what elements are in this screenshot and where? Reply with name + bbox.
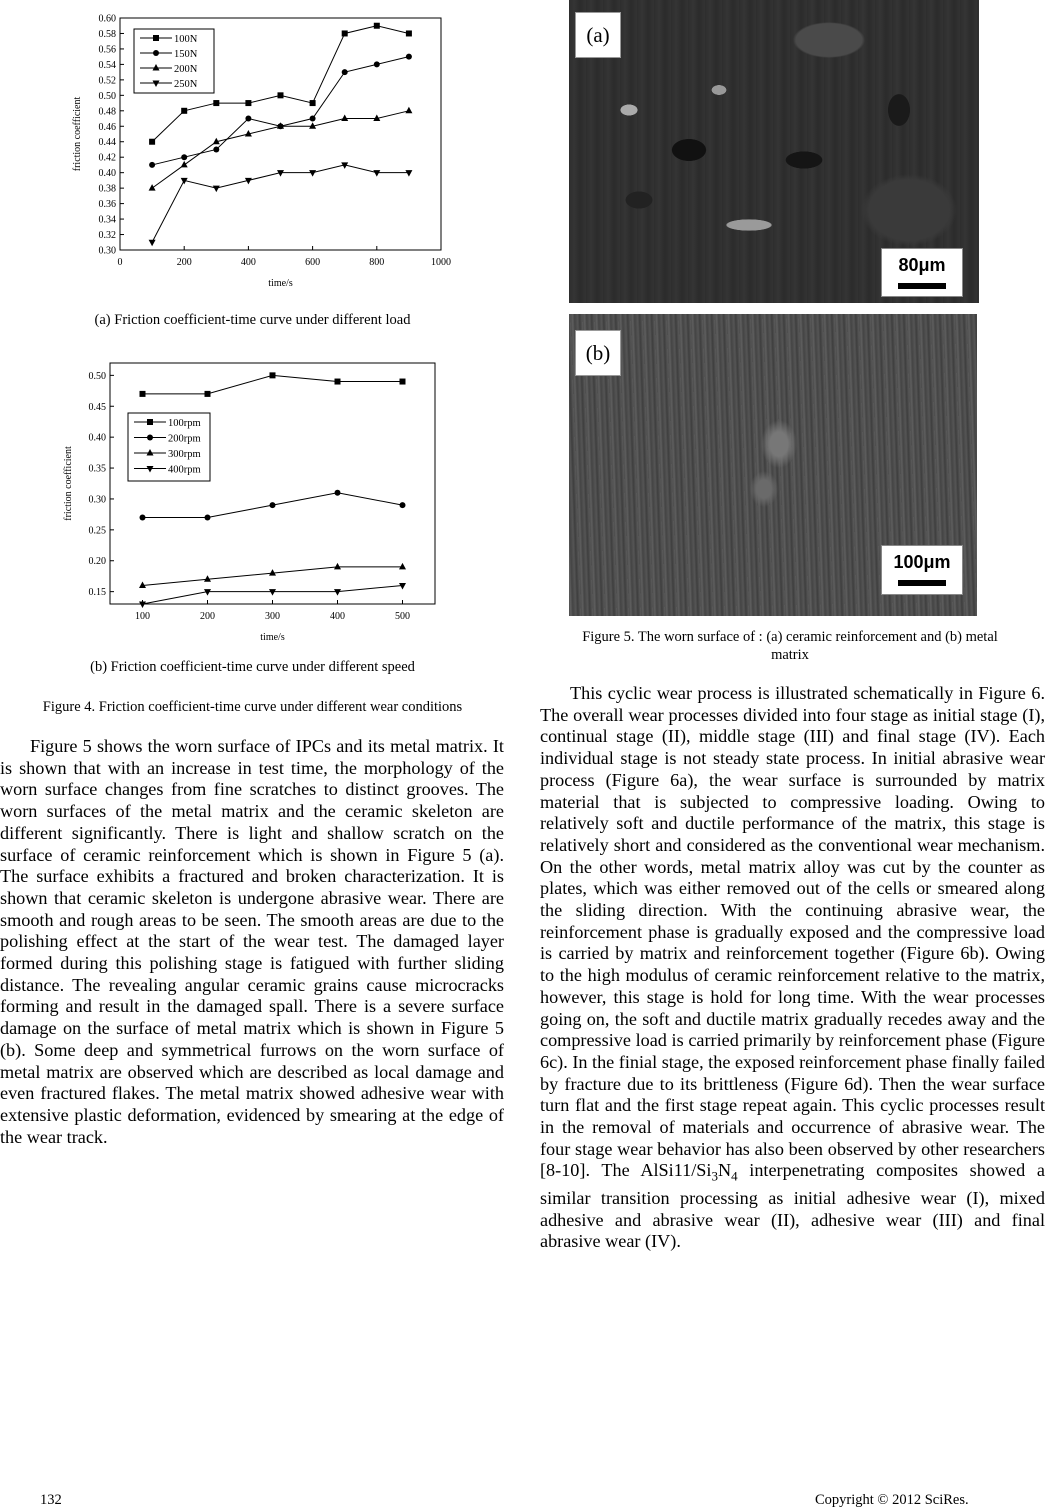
legend-label: 150N <box>174 49 198 60</box>
x-tick-label: 400 <box>240 257 256 268</box>
data-point-150N <box>213 146 219 152</box>
y-tick-label: 0.45 <box>88 401 106 413</box>
x-axis-label: time/s <box>268 278 293 289</box>
data-point-200rpm <box>205 514 211 520</box>
data-point-100rpm <box>270 372 276 378</box>
figure-5-caption-line-2: matrix <box>771 647 809 663</box>
y-tick-label: 0.15 <box>88 587 106 599</box>
y-tick-label: 0.34 <box>98 214 116 226</box>
scale-label-80um: 80μm <box>898 255 946 275</box>
image-b-label: (b) <box>575 330 621 376</box>
data-point-200N <box>405 107 412 114</box>
data-point-250N <box>149 240 156 247</box>
data-point-100N <box>342 30 348 36</box>
data-point-150N <box>149 162 155 168</box>
data-point-100N <box>406 30 412 36</box>
data-point-100N <box>245 100 251 106</box>
data-point-100N <box>310 100 316 106</box>
data-point-100N <box>213 100 219 106</box>
legend-label: 300rpm <box>168 449 201 460</box>
plot-frame <box>110 363 435 604</box>
data-point-250N <box>309 170 316 177</box>
legend-marker <box>153 35 159 41</box>
y-tick-label: 0.40 <box>88 432 106 444</box>
figure-4-caption: Figure 4. Friction coefficient-time curve under different wear conditions <box>42 699 463 715</box>
y-tick-label: 0.35 <box>88 463 106 475</box>
right-paragraph-part1: This cyclic wear process is illustrated schematically in Figure 6. The overall wear processes divided into four stage as initial stage (I), continual stage (II), middle stage (III) and final stage (IV). Each individual stage is not steady state process. In initial abrasive wear process (Figure 6a), the wear surface is surrounded by matrix material that is subjected to compressive loading. Owing to relatively soft and ductile performance of the matrix, this stage is relatively short and considered as the conventional wear mechanism. On the other words, metal matrix alloy was cut by the counter as plates, which was either removed out of the cells or smeared along the sliding direction. With the continuing abrasive wear, the reinforcement phase is gradually exposed and the compressive load is carried by matrix and reinforcement together (Figure 6b). Owing to the high modulus of ceramic reinforcement relative to the matrix, however, this stage is hold for long time. With the wear processes going on, the soft and ductile matrix gradually recedes away and the compressive load is carried primarily by reinforcement phase (Figure 6c). In the finial stage, the exposed reinforcement phase finally failed by fracture due to its brittleness (Figure 6d). Then the wear surface turn flat and the first stage repeat again. This cyclic processes result in the removal of materials and occurrence of abrasive wear. The four stage wear behavior has also been observed by other researchers [8-10]. The AlSi11/Si <box>540 683 1046 1181</box>
y-tick-label: 0.38 <box>98 183 116 195</box>
right-column-paragraph <box>540 683 1045 1253</box>
data-point-100rpm <box>205 391 211 397</box>
y-tick-label: 0.50 <box>98 90 116 102</box>
data-point-100N <box>374 23 380 29</box>
scale-bar-80um <box>881 248 963 297</box>
subscript-3: 3 <box>711 1169 718 1185</box>
data-point-400rpm <box>334 589 341 596</box>
legend-label: 200rpm <box>168 433 201 445</box>
legend-marker <box>147 419 153 425</box>
right-paragraph-part2: interpenetrating composites showed a similar transition processing as initial adhesive wear (I), mixed adhesive and abrasive wear (II), adhesive wear (III) and final abrasive wear (IV). <box>540 1160 1045 1252</box>
x-tick-label: 300 <box>265 611 280 622</box>
x-tick-label: 500 <box>395 611 410 622</box>
data-point-300rpm <box>204 575 211 582</box>
scale-bar-100um <box>881 545 963 595</box>
figure-5-caption-line-1: Figure 5. The worn surface of : (a) ceramic reinforcement and (b) metal <box>582 629 998 645</box>
data-point-300rpm <box>269 569 276 576</box>
y-tick-label: 0.46 <box>98 121 116 133</box>
data-point-100N <box>181 108 187 114</box>
y-tick-label: 0.56 <box>98 44 116 56</box>
y-axis-label: friction coefficient <box>63 446 74 521</box>
x-tick-label: 200 <box>176 257 192 268</box>
left-column-paragraph: Figure 5 shows the worn surface of IPCs and its metal matrix. It is shown that with an increase in test time, the morphology of the worn surface changes from fine scratches to distinct grooves. The worn surfaces of the metal matrix and the ceramic skeleton are different significantly. There is light and shallow scratch on the surface of ceramic reinforcement which is shown in Figure 5 (a). The surface exhibits a fractured and broken characterization. It is shown that ceramic skeleton is undergone abrasive wear. There are smooth and rough areas to be seen. The smooth areas are due to the polishing effect at the start of the wear test. The damaged layer formed during this polishing stage is fatigued with further sliding distance. The revealing angular ceramic grains cause microcracks forming and result in the damaged spall. There is a severe surface damage on the surface of metal matrix which is shown in Figure 5 (b). Some deep and symmetrical furrows on the worn surface of metal matrix are observed which are described as local damage and even fractured flakes. The metal matrix showed adhesive wear with extensive plastic deformation, evidenced by smearing at the edge of the wear track. <box>0 736 504 1147</box>
data-point-300rpm <box>334 563 341 570</box>
data-point-100rpm <box>400 379 406 385</box>
data-point-400rpm <box>399 583 406 590</box>
legend-label: 100rpm <box>168 418 201 429</box>
data-point-200rpm <box>140 514 146 520</box>
y-tick-label: 0.54 <box>98 59 116 71</box>
legend-label: 200N <box>174 64 198 75</box>
figure-4b-caption: (b) Friction coefficient-time curve under different speed <box>90 659 415 675</box>
legend-label: 400rpm <box>168 464 201 476</box>
legend-label: 100N <box>174 34 198 45</box>
data-point-150N <box>406 54 412 60</box>
y-tick-label: 0.30 <box>88 494 106 506</box>
x-tick-label: 400 <box>330 611 345 622</box>
y-tick-label: 0.48 <box>98 106 116 118</box>
x-tick-label: 200 <box>200 611 215 622</box>
data-point-100rpm <box>140 391 146 397</box>
data-point-150N <box>374 61 380 67</box>
friction-load-chart <box>60 5 460 295</box>
y-tick-label: 0.25 <box>88 525 106 537</box>
y-tick-label: 0.52 <box>98 75 116 87</box>
y-tick-label: 0.60 <box>98 13 116 25</box>
data-point-150N <box>181 154 187 160</box>
data-point-200N <box>181 161 188 168</box>
page-number: 132 <box>40 1492 62 1508</box>
x-tick-label: 0 <box>117 257 123 268</box>
data-point-200N <box>149 184 156 191</box>
legend-label: 250N <box>174 79 198 90</box>
scale-bar-line <box>898 580 946 586</box>
data-point-200rpm <box>400 502 406 508</box>
data-point-400rpm <box>139 602 146 609</box>
data-point-150N <box>310 116 316 122</box>
y-axis-label: friction coefficient <box>72 96 83 172</box>
subscript-4: 4 <box>731 1169 738 1185</box>
x-tick-label: 800 <box>369 257 385 268</box>
data-point-250N <box>213 186 220 193</box>
figure-4a-caption: (a) Friction coefficient-time curve under different load <box>94 312 411 328</box>
legend-marker <box>147 435 153 441</box>
x-axis-label: time/s <box>260 632 285 643</box>
data-point-250N <box>373 170 380 177</box>
figure-5-caption <box>545 628 1035 664</box>
friction-speed-chart <box>55 358 455 648</box>
x-tick-label: 600 <box>305 257 321 268</box>
data-point-250N <box>405 170 412 177</box>
data-point-200rpm <box>270 502 276 508</box>
sem-image-metal-matrix <box>569 314 977 616</box>
data-point-100rpm <box>335 379 341 385</box>
y-tick-label: 0.30 <box>98 245 116 257</box>
formula-n: N <box>717 1160 732 1181</box>
data-point-300rpm <box>399 563 406 570</box>
y-tick-label: 0.32 <box>98 230 116 242</box>
y-tick-label: 0.20 <box>88 556 106 568</box>
y-tick-label: 0.58 <box>98 28 116 40</box>
data-point-100N <box>149 139 155 145</box>
data-point-100N <box>278 92 284 98</box>
data-point-400rpm <box>269 589 276 596</box>
sem-image-ceramic-reinforcement <box>569 0 979 303</box>
scale-bar-line <box>898 283 946 289</box>
y-tick-label: 0.44 <box>98 137 116 149</box>
data-point-150N <box>245 116 251 122</box>
data-point-200N <box>341 115 348 122</box>
data-point-300rpm <box>139 581 146 588</box>
y-tick-label: 0.36 <box>98 199 116 211</box>
y-tick-label: 0.42 <box>98 152 116 164</box>
data-point-200rpm <box>335 490 341 496</box>
y-tick-label: 0.40 <box>98 168 116 180</box>
y-tick-label: 0.50 <box>88 370 106 382</box>
legend-marker <box>153 50 159 56</box>
x-tick-label: 1000 <box>431 257 451 268</box>
scale-label-100um: 100μm <box>893 552 951 572</box>
x-tick-label: 100 <box>135 611 150 622</box>
image-a-label: (a) <box>575 12 621 58</box>
copyright: Copyright © 2012 SciRes. <box>815 1492 969 1508</box>
data-point-150N <box>342 69 348 75</box>
